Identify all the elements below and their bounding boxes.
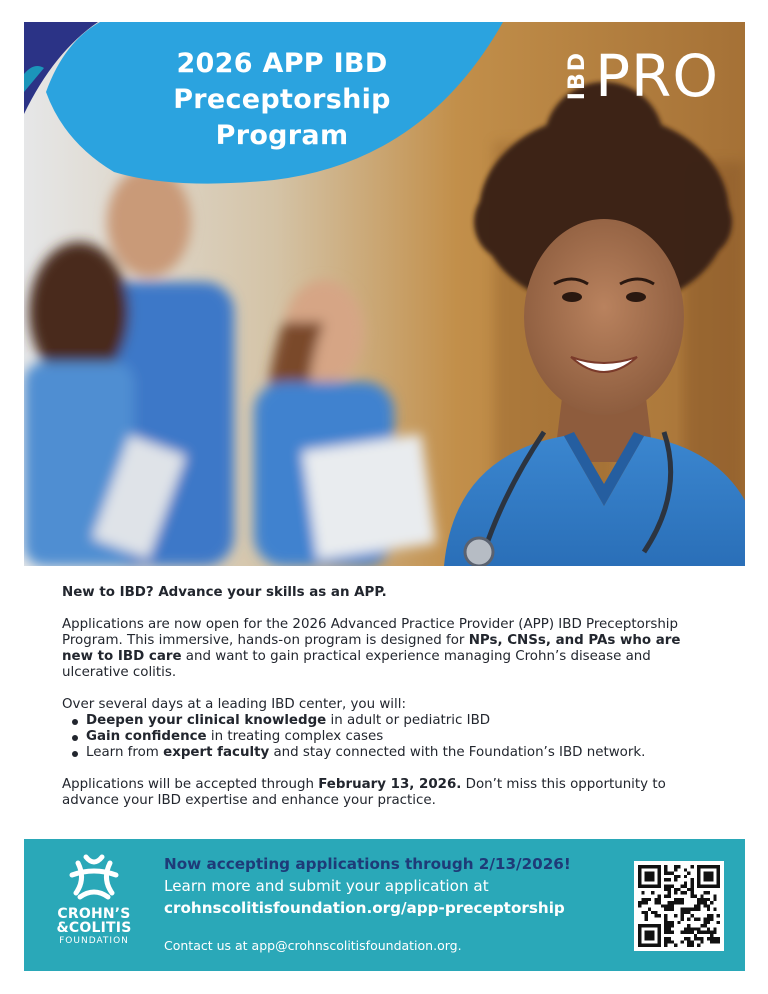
bullet-lead: Learn from	[86, 745, 164, 760]
title-line-2: Preceptorship	[173, 84, 391, 115]
contact-email[interactable]: Contact us at app@crohnscolitisfoundation.org.	[164, 938, 462, 953]
foundation-logo	[46, 853, 142, 947]
logo-pro-text: PRO	[595, 42, 719, 110]
hero-banner	[24, 22, 745, 566]
list-intro: Over several days at a leading IBD center, you will:	[62, 697, 406, 712]
intro-paragraph	[62, 617, 712, 681]
foundation-star-icon	[66, 853, 122, 903]
bullet-bold: Gain confidence	[86, 729, 207, 744]
bullet-rest: in treating complex cases	[206, 729, 384, 744]
cta-text	[164, 853, 604, 919]
list-item	[62, 713, 712, 729]
list-item	[62, 745, 712, 761]
list-item	[62, 729, 712, 745]
cta-band	[24, 839, 745, 971]
logo-line-2: &COLITIS	[56, 920, 132, 936]
page-title	[102, 46, 462, 154]
logo-line-1: CROHN’S	[57, 906, 131, 922]
deadline-paragraph	[62, 777, 712, 809]
intro-text-b: and want to gain practical experience managing Crohn’s disease and ulcerative colitis.	[62, 649, 651, 680]
qr-code-pattern	[638, 865, 720, 947]
body-content	[62, 585, 712, 825]
bullet-rest: and stay connected with the Foundation’s IBD network.	[269, 745, 646, 760]
title-line-3: Program	[215, 120, 349, 151]
deadline-text-b: Don’t miss this opportunity to advance your IBD expertise and enhance your practice.	[62, 777, 666, 808]
qr-code-icon[interactable]	[634, 861, 724, 951]
intro-text-a: Applications are now open for the 2026 Advanced Practice Provider (APP) IBD Preceptorship Program. This immersive, hands-on program is designed for	[62, 617, 679, 648]
bullet-bold: Deepen your clinical knowledge	[86, 713, 327, 728]
intro-text-bold: NPs, CNSs, and PAs who are new to IBD care	[62, 633, 681, 664]
logo-line-3: FOUNDATION	[59, 936, 129, 946]
ibd-pro-logo	[567, 44, 719, 108]
application-link[interactable]: crohnscolitisfoundation.org/app-preceptorship	[164, 899, 565, 917]
lead-heading: New to IBD? Advance your skills as an APP.	[62, 585, 387, 600]
cta-subtext: Learn more and submit your application at	[164, 877, 489, 895]
cta-headline: Now accepting applications through 2/13/2026!	[164, 855, 571, 873]
bullet-bold: expert faculty	[163, 745, 270, 760]
bullet-rest: in adult or pediatric IBD	[326, 713, 491, 728]
title-line-1: 2026 APP IBD	[176, 48, 388, 79]
deadline-text-a: Applications will be accepted through	[62, 777, 319, 792]
logo-ibd-text: IBD	[565, 51, 591, 101]
deadline-date: February 13, 2026.	[318, 777, 462, 792]
benefits-list	[62, 713, 712, 761]
